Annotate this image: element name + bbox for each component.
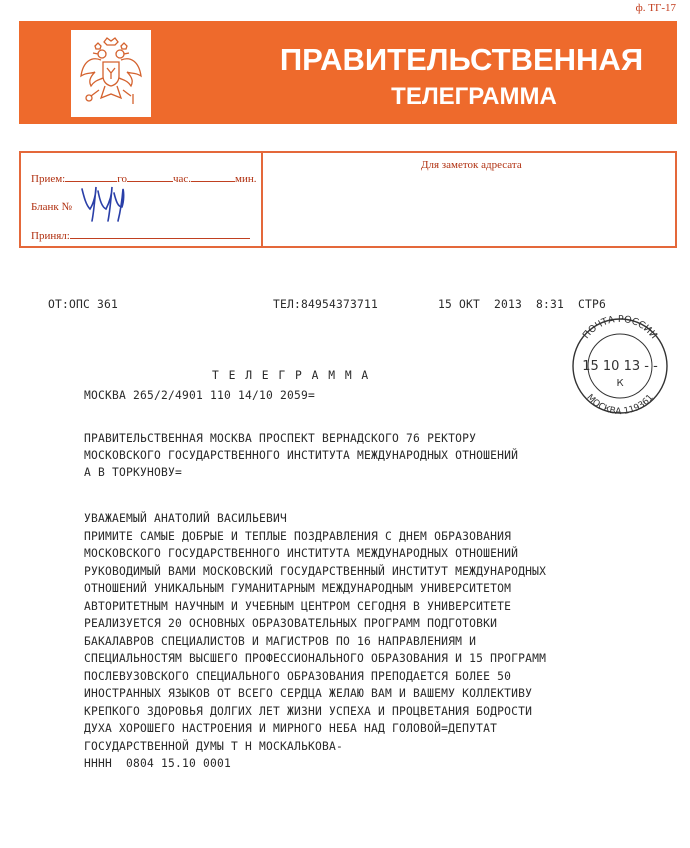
service-from: ОТ:ОПС 361: [48, 298, 119, 311]
body-line: ПРИМИТЕ САМЫЕ ДОБРЫЕ И ТЕПЛЫЕ ПОЗДРАВЛЕНИЯ С ДНЕМ ОБРАЗОВАНИЯ: [84, 529, 512, 543]
body-line: РЕАЛИЗУЕТСЯ 20 ОСНОВНЫХ ОБРАЗОВАТЕЛЬНЫХ ПРОГРАММ ПОДГОТОВКИ: [84, 617, 498, 630]
stamp-bottom-text: МОСКВА 119361: [584, 392, 656, 418]
service-page: СТР6: [578, 298, 607, 311]
body-line: ОТНОШЕНИЙ УНИКАЛЬНЫМ ГУМАНИТАРНЫМ МЕЖДУНАРОДНЫМ УНИВЕРСИТЕТОМ: [84, 582, 512, 595]
form-code: ф. ТГ-17: [635, 2, 676, 14]
stamp-letter: К: [616, 378, 624, 389]
blank-label: Бланк №: [31, 201, 73, 213]
service-date: 15 ОКТ 2013 8:31: [438, 298, 565, 311]
notes-label: Для заметок адресата: [421, 159, 522, 171]
address-line: МОСКОВСКОГО ГОСУДАРСТВЕННОГО ИНСТИТУТА МЕЖДУНАРОДНЫХ ОТНОШЕНИЙ: [84, 449, 519, 462]
body-line: ГОСУДАРСТВЕННОЙ ДУМЫ Т Н МОСКАЛЬКОВА-: [84, 739, 344, 753]
emblem-frame: [71, 30, 151, 117]
body-line: ДУХА ХОРОШЕГО НАСТРОЕНИЯ И МИРНОГО НЕБА НАД ГОЛОВОЙ=ДЕПУТАТ: [84, 722, 498, 735]
service-phone: ТЕЛ:84954373711: [273, 298, 379, 311]
body-line: КРЕПКОГО ЗДОРОВЬЯ ДОЛГИХ ЛЕТ ЖИЗНИ УСПЕХА И ПРОЦВЕТАНИЯ БОДРОСТИ: [84, 704, 533, 718]
received-row: [31, 171, 257, 185]
blank-row: [31, 201, 72, 213]
receipt-box: [21, 153, 263, 246]
footer-line: НННН 0804 15.10 0001: [84, 757, 232, 770]
postal-stamp: [566, 304, 674, 422]
header-banner: [19, 21, 677, 124]
received-label: Прием:: [31, 173, 66, 185]
banner-subtitle: ТЕЛЕГРАММА: [391, 83, 557, 110]
body-line: СПЕЦИАЛЬНОСТЯМ ВЫСШЕГО ПРОФЕССИОНАЛЬНОГО ОБРАЗОВАНИЯ И 15 ПРОГРАММ: [84, 652, 547, 665]
body-line: ПОСЛЕВУЗОВСКОГО СПЕЦИАЛЬНОГО ОБРАЗОВАНИЯ ПРЕПОДАЕТСЯ БОЛЕЕ 50: [84, 669, 512, 683]
body-line: АВТОРИТЕТНЫМ НАУЧНЫМ И УЧЕБНЫМ ЦЕНТРОМ СЕГОДНЯ В УНИВЕРСИТЕТЕ: [84, 599, 512, 613]
telegram-route: МОСКВА 265/2/4901 110 14/10 2059=: [84, 389, 316, 402]
accepted-label: Принял:: [31, 230, 70, 242]
address-line: А В ТОРКУНОВУ=: [84, 466, 183, 479]
body-line: БАКАЛАВРОВ СПЕЦИАЛИСТОВ И МАГИСТРОВ ПО 16 НАПРАВЛЕНИЯМ И: [84, 634, 477, 648]
signature-mark: [78, 183, 128, 225]
message-body: [84, 510, 546, 773]
end-label: мин.: [235, 173, 257, 185]
address-block: [84, 430, 518, 481]
russian-coat-of-arms-icon: [77, 36, 145, 111]
banner-title: ПРАВИТЕЛЬСТВЕННАЯ: [279, 42, 644, 77]
body-line: ИНОСТРАННЫХ ЯЗЫКОВ ОТ ВСЕГО СЕРДЦА ЖЕЛАЮ ВАМ И ВАШЕМУ КОЛЛЕКТИВУ: [84, 687, 533, 700]
stamp-date: 15 10 13 - -: [582, 359, 658, 374]
body-line: МОСКОВСКОГО ГОСУДАРСТВЕННОГО ИНСТИТУТА МЕЖДУНАРОДНЫХ ОТНОШЕНИЙ: [84, 547, 519, 560]
hours-label: го: [117, 173, 127, 185]
greeting-line: УВАЖАЕМЫЙ АНАТОЛИЙ ВАСИЛЬЕВИЧ: [84, 512, 288, 525]
telegram-heading: Т Е Л Е Г Р А М М А: [212, 369, 370, 382]
address-line: ПРАВИТЕЛЬСТВЕННАЯ МОСКВА ПРОСПЕКТ ВЕРНАДСКОГО 76 РЕКТОРУ: [84, 432, 477, 445]
stamp-top-text: ПОЧТА РОССИИ: [580, 313, 660, 342]
minutes-label: час.: [172, 173, 192, 185]
accepted-row: [31, 228, 250, 242]
body-line: РУКОВОДИМЫЙ ВАМИ МОСКОВСКИЙ ГОСУДАРСТВЕННЫЙ ИНСТИТУТ МЕЖДУНАРОДНЫХ: [84, 564, 547, 578]
